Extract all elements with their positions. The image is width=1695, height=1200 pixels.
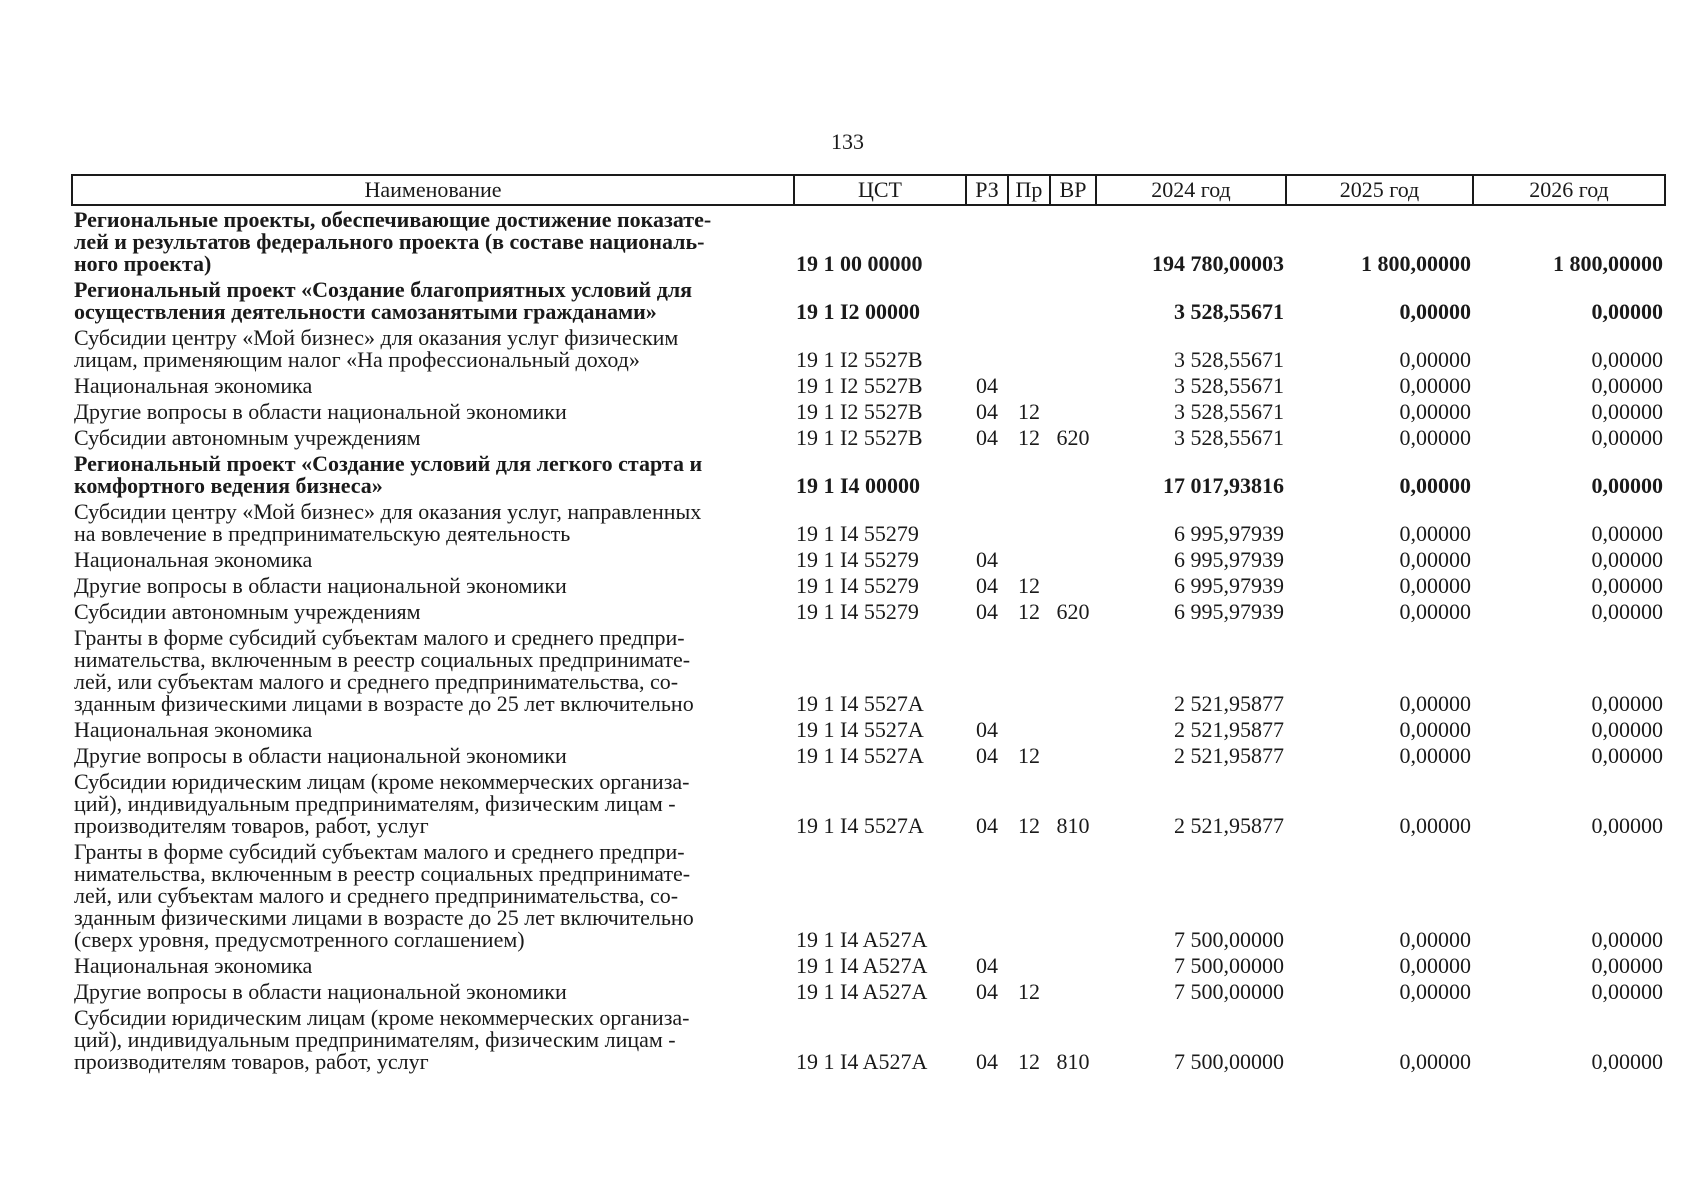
table-row xyxy=(72,424,1665,450)
cell-vr xyxy=(1050,324,1096,372)
cell-2025: 0,00000 xyxy=(1399,743,1471,768)
cell-vr xyxy=(1050,952,1096,978)
column-header-cst: ЦСТ xyxy=(794,175,966,205)
table-row xyxy=(72,742,1665,768)
cell-cst: 19 1 I4 5527A xyxy=(796,691,924,716)
cell-cst: 19 1 I2 5527B xyxy=(796,373,923,398)
cell-vr xyxy=(1050,572,1096,598)
cell-2026: 0,00000 xyxy=(1591,953,1663,978)
cell-cst: 19 1 I2 5527B xyxy=(796,425,923,450)
cell-2025: 0,00000 xyxy=(1399,373,1471,398)
cell-vr xyxy=(1050,624,1096,716)
cell-name: Региональный проект «Создание благоприятных условий для осуществления деятельности самозанятыми гражданами» xyxy=(74,277,693,324)
cell-2024: 6 995,97939 xyxy=(1174,599,1284,624)
table-row xyxy=(72,598,1665,624)
cell-pr: 12 xyxy=(1018,599,1040,624)
cell-2024: 2 521,95877 xyxy=(1174,691,1284,716)
cell-2025: 0,00000 xyxy=(1399,399,1471,424)
cell-2025: 0,00000 xyxy=(1399,573,1471,598)
cell-rz xyxy=(966,498,1008,546)
table-row xyxy=(72,324,1665,372)
cell-rz: 04 xyxy=(976,573,998,598)
table-row xyxy=(72,838,1665,952)
table-row xyxy=(72,572,1665,598)
cell-rz xyxy=(966,205,1008,276)
cell-2025: 0,00000 xyxy=(1399,347,1471,372)
cell-rz: 04 xyxy=(976,953,998,978)
cell-name: Гранты в форме субсидий субъектам малого и среднего предпри- нимательства, включенным в реестр социальных предпринимате- лей, или субъектам малого и среднего предпринимательства, со- зданным физическими лицами в возрасте до 25 лет включительно (сверх уровня, предусмотренного соглашением) xyxy=(74,839,694,952)
column-header-name: Наименование xyxy=(72,175,794,205)
cell-pr: 12 xyxy=(1018,399,1040,424)
cell-pr xyxy=(1008,838,1050,952)
table-row xyxy=(72,978,1665,1004)
column-header-vr: ВР xyxy=(1050,175,1096,205)
cell-2024: 17 017,93816 xyxy=(1163,473,1284,498)
cell-name: Другие вопросы в области национальной экономики xyxy=(74,743,567,768)
column-header-2025: 2025 год xyxy=(1286,175,1473,205)
cell-name: Региональные проекты, обеспечивающие достижение показате- лей и результатов федерального проекта (в составе националь- ного проекта) xyxy=(74,207,712,276)
cell-pr xyxy=(1008,372,1050,398)
cell-2024: 3 528,55671 xyxy=(1174,347,1284,372)
cell-2026: 0,00000 xyxy=(1591,425,1663,450)
cell-2024: 3 528,55671 xyxy=(1174,373,1284,398)
cell-pr xyxy=(1008,546,1050,572)
cell-2026: 0,00000 xyxy=(1591,473,1663,498)
cell-rz: 04 xyxy=(976,743,998,768)
cell-2024: 3 528,55671 xyxy=(1174,299,1284,324)
cell-name: Субсидии центру «Мой бизнес» для оказания услуг физическим лицам, применяющим налог «На профессиональный доход» xyxy=(74,325,679,372)
cell-2025: 0,00000 xyxy=(1399,1049,1471,1074)
cell-cst: 19 1 I2 00000 xyxy=(796,299,921,324)
cell-name: Субсидии юридическим лицам (кроме некоммерческих организа- ций), индивидуальным предпринимателям, физическим лицам - производителям товаров, работ, услуг xyxy=(74,1005,690,1074)
table-row xyxy=(72,276,1665,324)
cell-cst: 19 1 I4 5527A xyxy=(796,743,924,768)
cell-vr xyxy=(1050,498,1096,546)
cell-cst: 19 1 I4 5527A xyxy=(796,717,924,742)
column-header-2026: 2026 год xyxy=(1473,175,1665,205)
table-row xyxy=(72,546,1665,572)
cell-2025: 0,00000 xyxy=(1399,953,1471,978)
cell-pr xyxy=(1008,498,1050,546)
column-header-2024: 2024 год xyxy=(1096,175,1286,205)
budget-table xyxy=(71,174,1666,1074)
cell-pr xyxy=(1008,450,1050,498)
cell-rz xyxy=(966,450,1008,498)
table-row xyxy=(72,716,1665,742)
cell-pr xyxy=(1008,205,1050,276)
cell-name: Национальная экономика xyxy=(74,953,313,978)
cell-rz xyxy=(966,624,1008,716)
table-row xyxy=(72,398,1665,424)
cell-cst: 19 1 00 00000 xyxy=(796,251,923,276)
cell-name: Национальная экономика xyxy=(74,373,313,398)
cell-vr xyxy=(1050,716,1096,742)
cell-2026: 0,00000 xyxy=(1591,813,1663,838)
cell-2026: 0,00000 xyxy=(1591,1049,1663,1074)
cell-2024: 6 995,97939 xyxy=(1174,521,1284,546)
cell-2026: 0,00000 xyxy=(1591,299,1663,324)
cell-rz: 04 xyxy=(976,717,998,742)
cell-2025: 0,00000 xyxy=(1399,521,1471,546)
cell-pr xyxy=(1008,324,1050,372)
cell-vr xyxy=(1050,276,1096,324)
cell-name: Субсидии центру «Мой бизнес» для оказания услуг, направленных на вовлечение в предпринимательскую деятельность xyxy=(74,499,702,546)
cell-name: Национальная экономика xyxy=(74,717,313,742)
cell-rz: 04 xyxy=(976,547,998,572)
cell-vr xyxy=(1050,450,1096,498)
cell-name: Субсидии юридическим лицам (кроме некоммерческих организа- ций), индивидуальным предпринимателям, физическим лицам - производителям товаров, работ, услуг xyxy=(74,769,690,838)
cell-2025: 0,00000 xyxy=(1399,717,1471,742)
table-body xyxy=(72,205,1665,1074)
cell-2025: 0,00000 xyxy=(1399,599,1471,624)
cell-vr xyxy=(1050,742,1096,768)
cell-name: Субсидии автономным учреждениям xyxy=(74,599,421,624)
cell-2026: 0,00000 xyxy=(1591,979,1663,1004)
cell-cst: 19 1 I2 5527B xyxy=(796,347,923,372)
cell-2026: 0,00000 xyxy=(1591,373,1663,398)
cell-2026: 0,00000 xyxy=(1591,743,1663,768)
cell-2026: 0,00000 xyxy=(1591,691,1663,716)
cell-pr: 12 xyxy=(1018,979,1040,1004)
cell-rz: 04 xyxy=(976,813,998,838)
cell-pr xyxy=(1008,716,1050,742)
cell-2025: 0,00000 xyxy=(1399,547,1471,572)
cell-name: Другие вопросы в области национальной экономики xyxy=(74,399,567,424)
cell-pr: 12 xyxy=(1018,743,1040,768)
cell-pr xyxy=(1008,952,1050,978)
cell-cst: 19 1 I4 55279 xyxy=(796,521,919,546)
cell-2026: 0,00000 xyxy=(1591,547,1663,572)
cell-2026: 0,00000 xyxy=(1591,521,1663,546)
cell-cst: 19 1 I4 A527A xyxy=(796,1049,928,1074)
column-header-pr: Пр xyxy=(1008,175,1050,205)
cell-vr xyxy=(1050,978,1096,1004)
cell-vr: 810 xyxy=(1056,1049,1090,1074)
cell-pr xyxy=(1008,624,1050,716)
cell-2024: 3 528,55671 xyxy=(1174,399,1284,424)
cell-2025: 0,00000 xyxy=(1399,299,1471,324)
cell-cst: 19 1 I4 5527A xyxy=(796,813,924,838)
cell-2025: 1 800,00000 xyxy=(1361,251,1471,276)
cell-2024: 7 500,00000 xyxy=(1174,953,1284,978)
cell-cst: 19 1 I4 55279 xyxy=(796,599,919,624)
cell-2025: 0,00000 xyxy=(1399,979,1471,1004)
table-row xyxy=(72,624,1665,716)
cell-pr: 12 xyxy=(1018,573,1040,598)
cell-pr xyxy=(1008,276,1050,324)
cell-2024: 3 528,55671 xyxy=(1174,425,1284,450)
cell-2026: 0,00000 xyxy=(1591,717,1663,742)
cell-2025: 0,00000 xyxy=(1399,425,1471,450)
cell-2024: 194 780,00003 xyxy=(1152,251,1284,276)
cell-vr xyxy=(1050,398,1096,424)
cell-rz xyxy=(966,324,1008,372)
cell-cst: 19 1 I4 A527A xyxy=(796,927,928,952)
cell-2025: 0,00000 xyxy=(1399,813,1471,838)
cell-pr: 12 xyxy=(1018,425,1040,450)
table-row xyxy=(72,205,1665,276)
cell-name: Другие вопросы в области национальной экономики xyxy=(74,573,567,598)
cell-2024: 7 500,00000 xyxy=(1174,1049,1284,1074)
cell-2024: 2 521,95877 xyxy=(1174,813,1284,838)
cell-2024: 6 995,97939 xyxy=(1174,573,1284,598)
cell-2025: 0,00000 xyxy=(1399,473,1471,498)
cell-pr: 12 xyxy=(1018,813,1040,838)
cell-cst: 19 1 I4 00000 xyxy=(796,473,921,498)
cell-2024: 2 521,95877 xyxy=(1174,743,1284,768)
cell-rz: 04 xyxy=(976,425,998,450)
cell-vr: 620 xyxy=(1056,599,1090,624)
cell-rz xyxy=(966,276,1008,324)
cell-cst: 19 1 I4 55279 xyxy=(796,573,919,598)
cell-pr: 12 xyxy=(1018,1049,1040,1074)
cell-name: Субсидии автономным учреждениям xyxy=(74,425,421,450)
cell-2024: 7 500,00000 xyxy=(1174,927,1284,952)
cell-2026: 0,00000 xyxy=(1591,927,1663,952)
cell-rz xyxy=(966,838,1008,952)
cell-2025: 0,00000 xyxy=(1399,927,1471,952)
table-row xyxy=(72,768,1665,838)
cell-name: Региональный проект «Создание условий для легкого старта и комфортного ведения бизнеса» xyxy=(74,451,703,498)
cell-cst: 19 1 I4 A527A xyxy=(796,953,928,978)
table-row xyxy=(72,952,1665,978)
cell-2026: 0,00000 xyxy=(1591,347,1663,372)
cell-2025: 0,00000 xyxy=(1399,691,1471,716)
table-header xyxy=(72,175,1665,205)
cell-2026: 0,00000 xyxy=(1591,399,1663,424)
cell-cst: 19 1 I4 55279 xyxy=(796,547,919,572)
cell-cst: 19 1 I2 5527B xyxy=(796,399,923,424)
cell-cst: 19 1 I4 A527A xyxy=(796,979,928,1004)
cell-2026: 0,00000 xyxy=(1591,573,1663,598)
cell-2026: 0,00000 xyxy=(1591,599,1663,624)
cell-vr xyxy=(1050,546,1096,572)
cell-2026: 1 800,00000 xyxy=(1553,251,1663,276)
cell-vr xyxy=(1050,205,1096,276)
cell-vr: 620 xyxy=(1056,425,1090,450)
table-row xyxy=(72,498,1665,546)
cell-rz: 04 xyxy=(976,373,998,398)
table-row xyxy=(72,450,1665,498)
cell-name: Национальная экономика xyxy=(74,547,313,572)
cell-name: Гранты в форме субсидий субъектам малого и среднего предпри- нимательства, включенным в реестр социальных предпринимате- лей, или субъектам малого и среднего предпринимательства, со- зданным физическими лицами в возрасте до 25 лет включительно xyxy=(74,625,694,716)
cell-vr xyxy=(1050,838,1096,952)
cell-vr: 810 xyxy=(1056,813,1090,838)
cell-rz: 04 xyxy=(976,1049,998,1074)
cell-rz: 04 xyxy=(976,979,998,1004)
page-number: 133 xyxy=(831,129,864,154)
cell-vr xyxy=(1050,372,1096,398)
cell-2024: 2 521,95877 xyxy=(1174,717,1284,742)
cell-name: Другие вопросы в области национальной экономики xyxy=(74,979,567,1004)
cell-rz: 04 xyxy=(976,399,998,424)
column-header-rz: РЗ xyxy=(966,175,1008,205)
cell-2024: 7 500,00000 xyxy=(1174,979,1284,1004)
cell-2024: 6 995,97939 xyxy=(1174,547,1284,572)
table-row xyxy=(72,1004,1665,1074)
table-row xyxy=(72,372,1665,398)
cell-rz: 04 xyxy=(976,599,998,624)
